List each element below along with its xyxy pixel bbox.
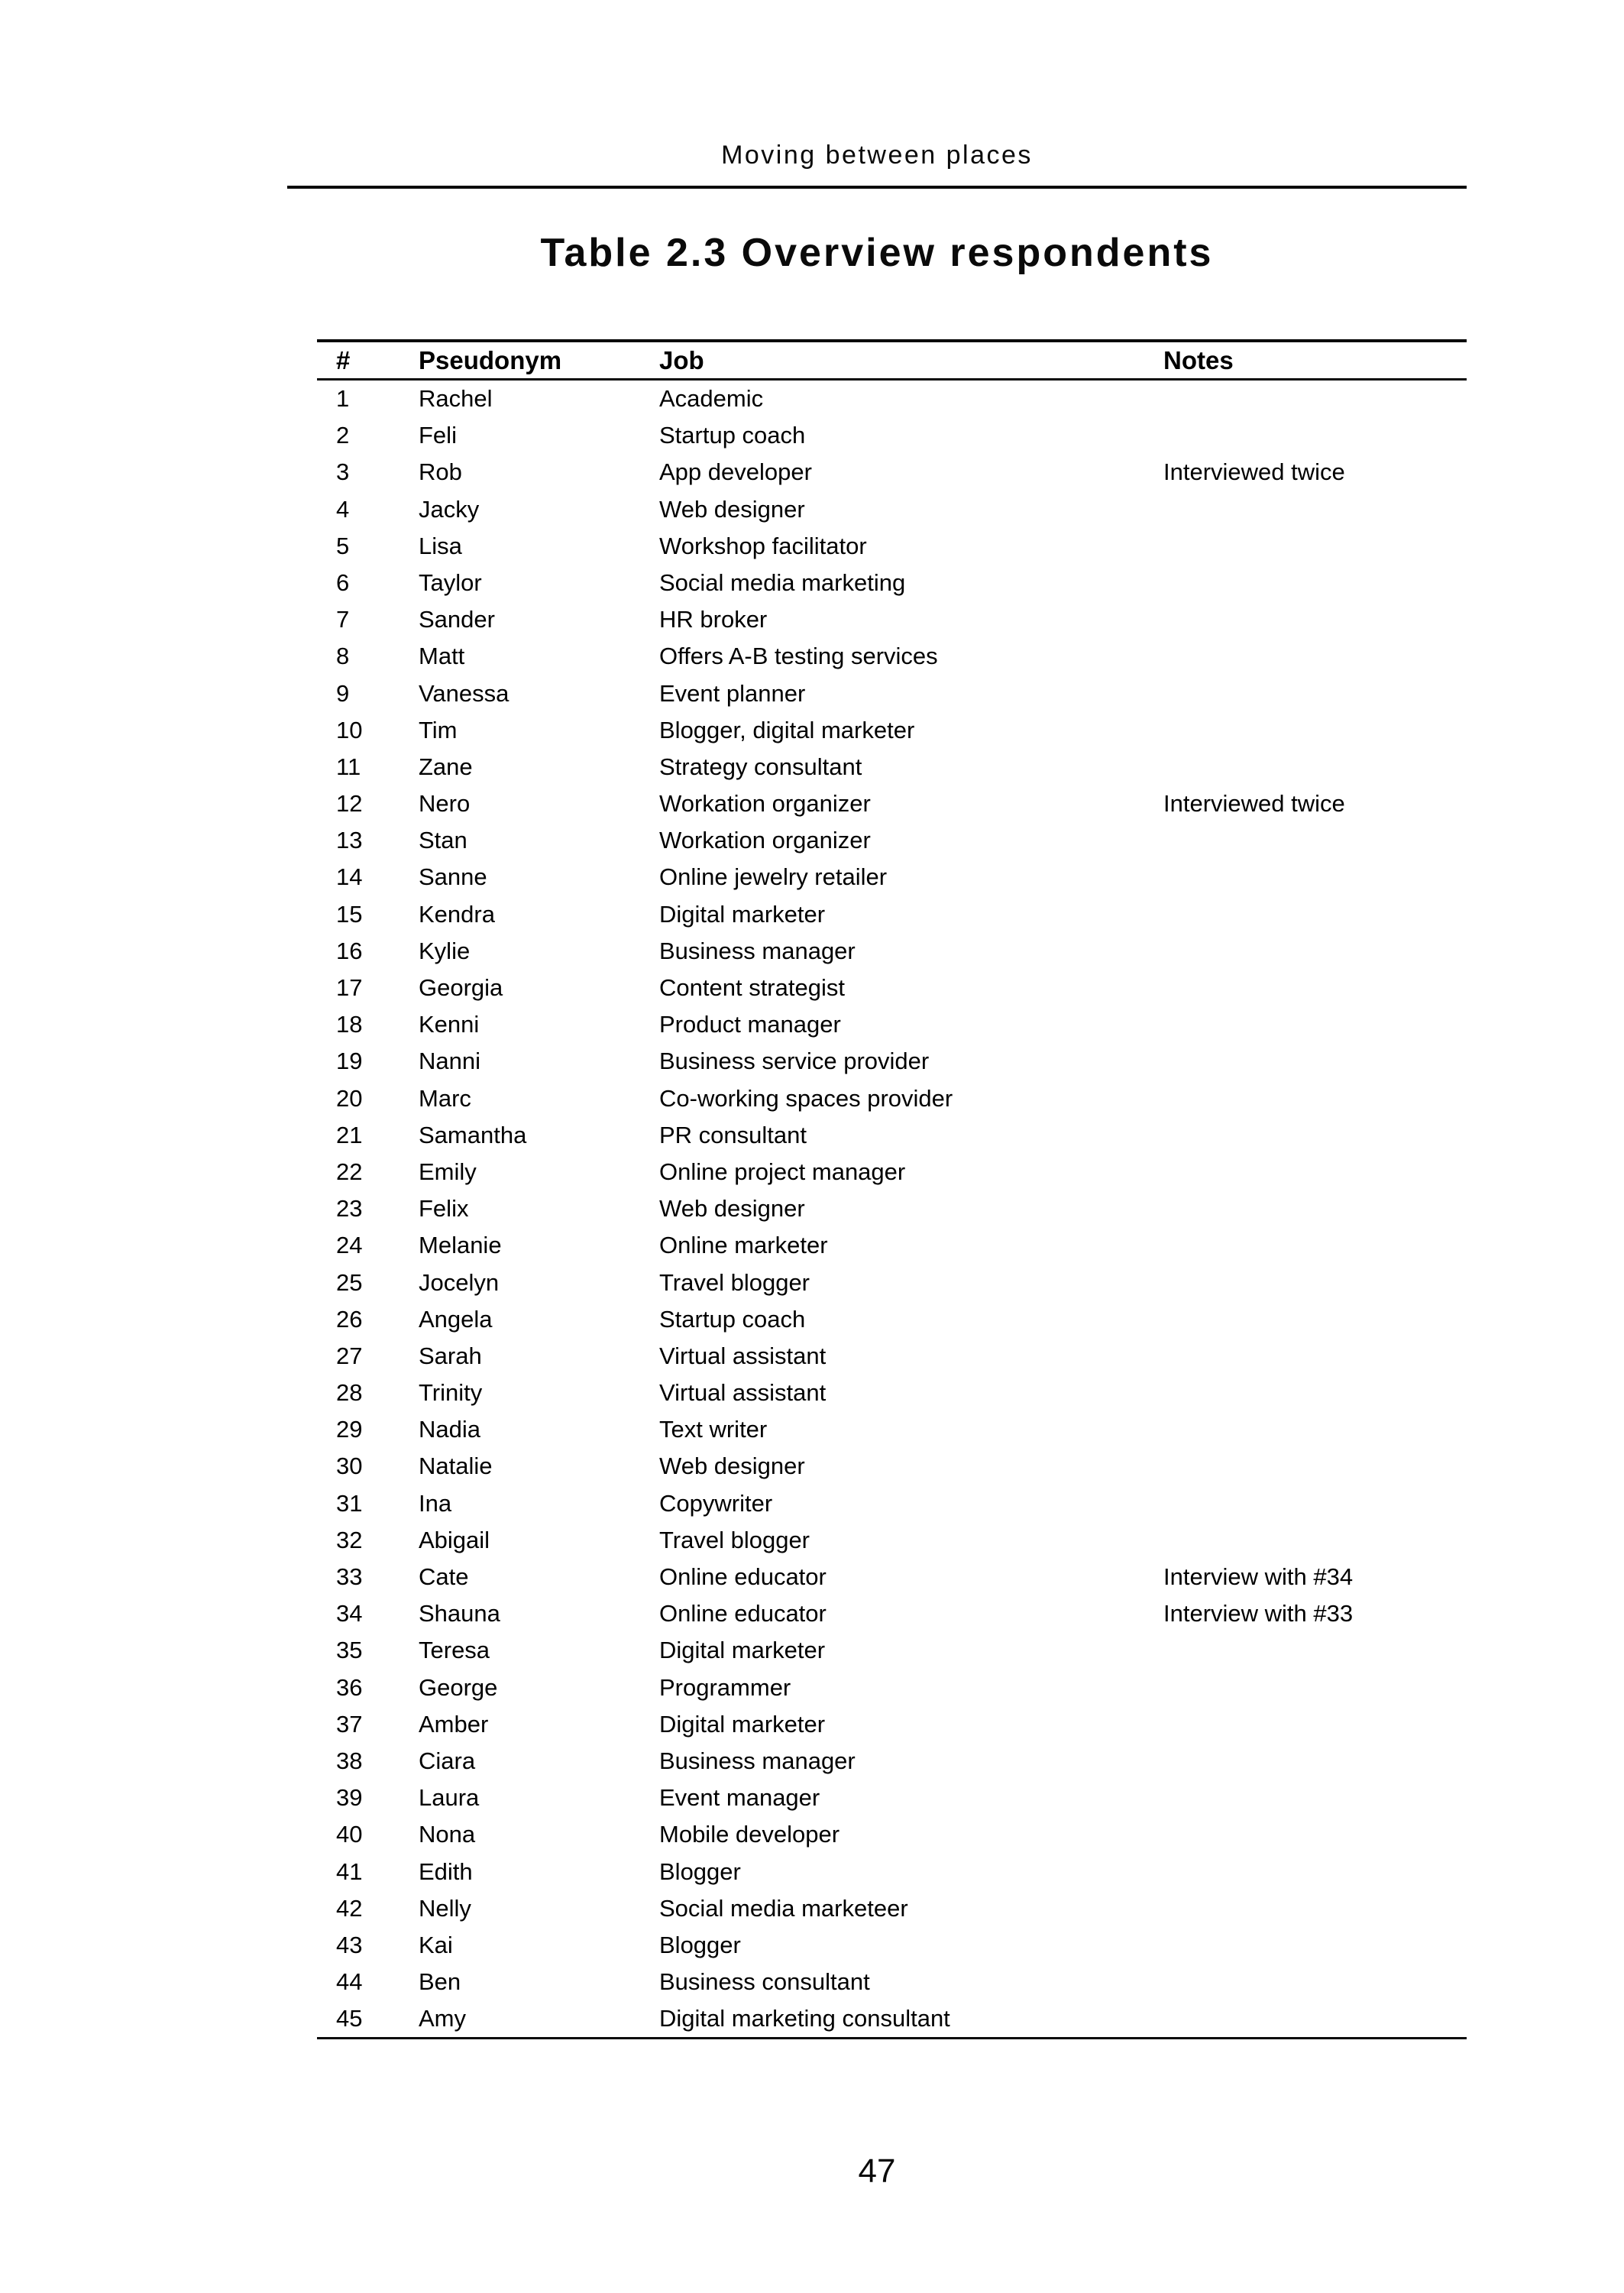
cell-notes	[1163, 1927, 1467, 1964]
table-row	[317, 1006, 1467, 1043]
cell-pseudonym: Trinity	[419, 1379, 483, 1407]
cell-notes	[1163, 1375, 1467, 1411]
table-row	[317, 1927, 1467, 1964]
cell-job: Online jewelry retailer	[659, 863, 888, 891]
cell-notes	[1163, 1117, 1467, 1154]
cell-number: 26	[336, 1305, 363, 1333]
cell-notes	[1163, 1485, 1467, 1522]
cell-number: 20	[336, 1084, 363, 1112]
table-row	[317, 1043, 1467, 1080]
cell-pseudonym: Melanie	[419, 1232, 502, 1259]
cell-number: 18	[336, 1011, 363, 1038]
cell-number: 30	[336, 1453, 363, 1480]
table-row	[317, 749, 1467, 785]
cell-pseudonym: Feli	[419, 422, 457, 449]
table-row	[317, 1595, 1467, 1632]
cell-notes	[1163, 675, 1467, 712]
cell-notes	[1163, 1706, 1467, 1743]
cell-pseudonym: Georgia	[419, 974, 503, 1001]
cell-notes	[1163, 565, 1467, 601]
cell-job: Online project manager	[659, 1158, 906, 1185]
cell-job: Event planner	[659, 679, 806, 707]
table-row	[317, 785, 1467, 822]
table-row	[317, 1154, 1467, 1190]
table-row	[317, 417, 1467, 454]
table-row	[317, 1780, 1467, 1816]
cell-pseudonym: Amber	[419, 1710, 489, 1738]
cell-notes	[1163, 712, 1467, 749]
table-row	[317, 933, 1467, 970]
cell-notes	[1163, 749, 1467, 785]
cell-number: 16	[336, 937, 363, 964]
cell-job: Business manager	[659, 1747, 856, 1774]
cell-pseudonym: Vanessa	[419, 679, 510, 707]
cell-notes: Interview with #34	[1163, 1563, 1354, 1590]
cell-number: 5	[336, 532, 350, 559]
cell-notes	[1163, 859, 1467, 896]
cell-notes	[1163, 381, 1467, 417]
cell-number: 1	[336, 385, 350, 412]
cell-job: Social media marketing	[659, 568, 906, 596]
cell-job: Offers A-B testing services	[659, 643, 938, 670]
respondents-table	[317, 339, 1467, 2039]
cell-number: 34	[336, 1600, 363, 1627]
cell-pseudonym: Amy	[419, 2005, 466, 2032]
cell-pseudonym: Kendra	[419, 900, 495, 928]
cell-number: 38	[336, 1747, 363, 1774]
cell-notes	[1163, 896, 1467, 933]
cell-notes	[1163, 1043, 1467, 1080]
cell-pseudonym: Sarah	[419, 1342, 482, 1369]
cell-job: Web designer	[659, 495, 805, 523]
cell-job: Travel blogger	[659, 1268, 810, 1296]
column-header-job: Job	[659, 345, 704, 374]
table-row	[317, 601, 1467, 638]
cell-job: Digital marketing consultant	[659, 2005, 950, 2032]
table-row	[317, 859, 1467, 896]
cell-pseudonym: Nero	[419, 790, 471, 818]
cell-number: 14	[336, 863, 363, 891]
cell-pseudonym: Sanne	[419, 863, 487, 891]
cell-number: 22	[336, 1158, 363, 1185]
cell-number: 41	[336, 1857, 363, 1885]
cell-job: Virtual assistant	[659, 1379, 827, 1407]
cell-notes	[1163, 1338, 1467, 1375]
cell-number: 8	[336, 643, 350, 670]
cell-notes	[1163, 638, 1467, 675]
table-row	[317, 528, 1467, 565]
cell-job: Blogger	[659, 1931, 741, 1958]
cell-job: Blogger	[659, 1857, 741, 1885]
cell-number: 15	[336, 900, 363, 928]
cell-number: 37	[336, 1710, 363, 1738]
cell-job: Workshop facilitator	[659, 532, 867, 559]
table-row	[317, 2000, 1467, 2037]
cell-job: Web designer	[659, 1453, 805, 1480]
cell-pseudonym: Marc	[419, 1084, 471, 1112]
cell-pseudonym: Kai	[419, 1931, 453, 1958]
cell-notes	[1163, 1411, 1467, 1448]
table-row	[317, 1559, 1467, 1595]
cell-job: Blogger, digital marketer	[659, 716, 915, 743]
cell-job: Digital marketer	[659, 1710, 826, 1738]
table-row	[317, 1117, 1467, 1154]
table-row	[317, 822, 1467, 859]
cell-pseudonym: Lisa	[419, 532, 462, 559]
cell-job: Business service provider	[659, 1048, 930, 1075]
cell-notes	[1163, 1006, 1467, 1043]
table-row	[317, 1080, 1467, 1117]
cell-notes	[1163, 1448, 1467, 1485]
cell-pseudonym: Edith	[419, 1857, 473, 1885]
table-row	[317, 1227, 1467, 1264]
cell-number: 36	[336, 1673, 363, 1701]
cell-pseudonym: Shauna	[419, 1600, 500, 1627]
table-row	[317, 1964, 1467, 2000]
table-row	[317, 381, 1467, 417]
table-row	[317, 1375, 1467, 1411]
cell-pseudonym: Jocelyn	[419, 1268, 500, 1296]
cell-pseudonym: Cate	[419, 1563, 469, 1590]
table-row	[317, 896, 1467, 933]
cell-job: Academic	[659, 385, 764, 412]
cell-job: Workation organizer	[659, 790, 871, 818]
table-row	[317, 1670, 1467, 1706]
cell-job: Digital marketer	[659, 900, 826, 928]
cell-number: 11	[336, 753, 361, 780]
cell-pseudonym: Emily	[419, 1158, 477, 1185]
cell-notes	[1163, 1743, 1467, 1780]
cell-number: 43	[336, 1931, 363, 1958]
cell-number: 6	[336, 568, 350, 596]
cell-job: Startup coach	[659, 422, 806, 449]
cell-number: 27	[336, 1342, 363, 1369]
cell-job: Digital marketer	[659, 1637, 826, 1664]
cell-job: Travel blogger	[659, 1526, 810, 1553]
table-row	[317, 1338, 1467, 1375]
cell-notes	[1163, 1190, 1467, 1227]
cell-pseudonym: Angela	[419, 1305, 493, 1333]
cell-number: 44	[336, 1968, 363, 1996]
column-header-pseudonym: Pseudonym	[419, 345, 562, 374]
cell-notes	[1163, 1890, 1467, 1927]
table-row	[317, 1890, 1467, 1927]
cell-number: 45	[336, 2005, 363, 2032]
table-row	[317, 712, 1467, 749]
cell-pseudonym: Jacky	[419, 495, 480, 523]
cell-notes	[1163, 1854, 1467, 1890]
cell-number: 31	[336, 1489, 363, 1517]
cell-pseudonym: George	[419, 1673, 498, 1701]
cell-job: Strategy consultant	[659, 753, 862, 780]
cell-pseudonym: Zane	[419, 753, 473, 780]
cell-number: 21	[336, 1121, 363, 1148]
cell-pseudonym: Samantha	[419, 1121, 527, 1148]
cell-notes	[1163, 1780, 1467, 1816]
cell-number: 39	[336, 1784, 363, 1812]
cell-job: Social media marketeer	[659, 1894, 908, 1922]
cell-job: Text writer	[659, 1416, 768, 1443]
cell-pseudonym: Rob	[419, 458, 462, 486]
cell-job: Business manager	[659, 937, 856, 964]
table-row	[317, 1522, 1467, 1559]
cell-number: 42	[336, 1894, 363, 1922]
cell-notes	[1163, 1080, 1467, 1117]
cell-number: 10	[336, 716, 363, 743]
cell-job: Online marketer	[659, 1232, 828, 1259]
cell-number: 24	[336, 1232, 363, 1259]
cell-number: 9	[336, 679, 350, 707]
cell-notes	[1163, 822, 1467, 859]
table-body	[317, 381, 1467, 2039]
cell-number: 12	[336, 790, 363, 818]
cell-pseudonym: Matt	[419, 643, 465, 670]
cell-job: HR broker	[659, 606, 768, 633]
cell-notes	[1163, 2000, 1467, 2037]
cell-job: PR consultant	[659, 1121, 807, 1148]
cell-pseudonym: Rachel	[419, 385, 493, 412]
cell-pseudonym: Felix	[419, 1195, 469, 1223]
cell-job: Programmer	[659, 1673, 791, 1701]
cell-notes	[1163, 491, 1467, 528]
cell-notes	[1163, 1154, 1467, 1190]
cell-pseudonym: Nadia	[419, 1416, 480, 1443]
cell-notes	[1163, 1265, 1467, 1301]
cell-pseudonym: Stan	[419, 827, 467, 854]
cell-pseudonym: Nanni	[419, 1048, 480, 1075]
cell-number: 7	[336, 606, 350, 633]
cell-number: 35	[336, 1637, 363, 1664]
cell-pseudonym: Nelly	[419, 1894, 471, 1922]
cell-notes	[1163, 1301, 1467, 1338]
cell-number: 17	[336, 974, 363, 1001]
cell-number: 19	[336, 1048, 363, 1075]
cell-notes	[1163, 1964, 1467, 2000]
cell-notes	[1163, 1632, 1467, 1669]
cell-pseudonym: Abigail	[419, 1526, 490, 1553]
table-row	[317, 1706, 1467, 1743]
table-row	[317, 1411, 1467, 1448]
cell-notes: Interviewed twice	[1163, 790, 1345, 818]
cell-job: Event manager	[659, 1784, 820, 1812]
cell-job: Web designer	[659, 1195, 805, 1223]
cell-job: Workation organizer	[659, 827, 871, 854]
cell-job: App developer	[659, 458, 812, 486]
cell-number: 40	[336, 1821, 363, 1848]
table-row	[317, 454, 1467, 491]
cell-pseudonym: Sander	[419, 606, 495, 633]
cell-job: Content strategist	[659, 974, 845, 1001]
cell-notes	[1163, 933, 1467, 970]
cell-number: 33	[336, 1563, 363, 1590]
table-row	[317, 970, 1467, 1006]
table-row	[317, 675, 1467, 712]
cell-job: Copywriter	[659, 1489, 773, 1517]
cell-pseudonym: Kenni	[419, 1011, 480, 1038]
table-row	[317, 565, 1467, 601]
cell-job: Mobile developer	[659, 1821, 840, 1848]
table-row	[317, 1743, 1467, 1780]
cell-notes: Interview with #33	[1163, 1600, 1354, 1627]
page-title: Table 2.3 Overview respondents	[540, 231, 1214, 275]
cell-number: 3	[336, 458, 350, 486]
cell-notes	[1163, 601, 1467, 638]
cell-notes	[1163, 528, 1467, 565]
table-row	[317, 1301, 1467, 1338]
cell-number: 2	[336, 422, 350, 449]
table-row	[317, 1816, 1467, 1853]
cell-notes	[1163, 417, 1467, 454]
cell-pseudonym: Taylor	[419, 568, 482, 596]
cell-pseudonym: Teresa	[419, 1637, 490, 1664]
table-row	[317, 1265, 1467, 1301]
cell-notes	[1163, 1670, 1467, 1706]
table-row	[317, 491, 1467, 528]
cell-job: Startup coach	[659, 1305, 806, 1333]
cell-notes	[1163, 970, 1467, 1006]
cell-job: Online educator	[659, 1563, 827, 1590]
cell-job: Co-working spaces provider	[659, 1084, 953, 1112]
cell-job: Business consultant	[659, 1968, 870, 1996]
column-header-notes: Notes	[1163, 345, 1234, 374]
cell-number: 29	[336, 1416, 363, 1443]
table-row	[317, 1632, 1467, 1669]
cell-pseudonym: Tim	[419, 716, 458, 743]
running-header: Moving between places	[721, 141, 1033, 170]
cell-job: Online educator	[659, 1600, 827, 1627]
cell-pseudonym: Ciara	[419, 1747, 476, 1774]
cell-notes	[1163, 1816, 1467, 1853]
cell-pseudonym: Ina	[419, 1489, 452, 1517]
table-row	[317, 1190, 1467, 1227]
cell-pseudonym: Kylie	[419, 937, 471, 964]
cell-job: Virtual assistant	[659, 1342, 827, 1369]
column-header-number: #	[336, 345, 351, 374]
table-row	[317, 638, 1467, 675]
cell-number: 13	[336, 827, 363, 854]
cell-number: 23	[336, 1195, 363, 1223]
cell-number: 32	[336, 1526, 363, 1553]
cell-number: 25	[336, 1268, 363, 1296]
running-header-rule	[287, 186, 1467, 189]
table-header-row	[317, 342, 1467, 381]
cell-pseudonym: Natalie	[419, 1453, 493, 1480]
cell-pseudonym: Laura	[419, 1784, 480, 1812]
cell-notes: Interviewed twice	[1163, 458, 1345, 486]
cell-number: 4	[336, 495, 350, 523]
table-row	[317, 1448, 1467, 1485]
cell-notes	[1163, 1227, 1467, 1264]
cell-job: Product manager	[659, 1011, 841, 1038]
cell-number: 28	[336, 1379, 363, 1407]
table-row	[317, 1485, 1467, 1522]
table-row	[317, 1854, 1467, 1890]
cell-pseudonym: Ben	[419, 1968, 461, 1996]
page-number: 47	[858, 2152, 896, 2190]
cell-pseudonym: Nona	[419, 1821, 476, 1848]
cell-notes	[1163, 1522, 1467, 1559]
